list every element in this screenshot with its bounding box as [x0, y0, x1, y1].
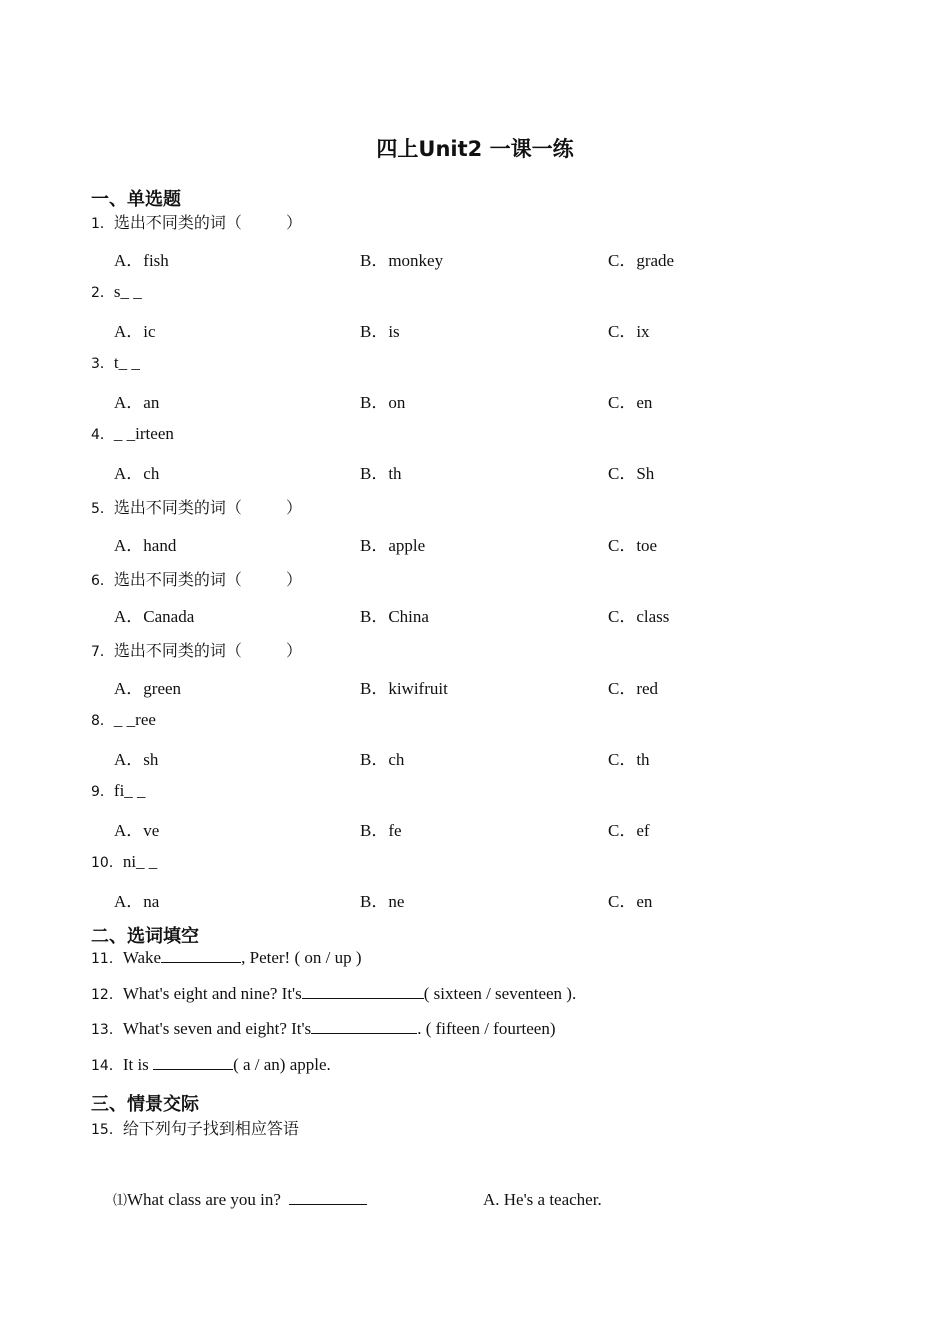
- option-c[interactable]: C．grade: [608, 251, 675, 270]
- item-number: ⑴: [113, 1193, 127, 1209]
- option-c[interactable]: C．th: [608, 750, 650, 769]
- question-4: [91, 424, 174, 444]
- option-c[interactable]: C．en: [608, 393, 653, 412]
- question-15: [91, 1116, 299, 1139]
- question-number: 2．: [91, 285, 114, 301]
- question-6: [91, 567, 302, 590]
- option-c[interactable]: C．ef: [608, 821, 650, 840]
- question-text: , Peter! ( on / up ): [241, 948, 362, 967]
- answer-blank[interactable]: [302, 997, 424, 999]
- question-number: 13．: [91, 1022, 123, 1038]
- question-stem-end: ）: [285, 498, 302, 517]
- option-c[interactable]: C．ix: [608, 322, 650, 341]
- option-c[interactable]: C．Sh: [608, 464, 655, 483]
- option-a[interactable]: A．ve: [114, 821, 160, 840]
- question-stem-end: ）: [285, 213, 302, 232]
- answer-blank[interactable]: [311, 1032, 417, 1034]
- question-14: [91, 1055, 331, 1075]
- section-heading-situational: 三、情景交际: [91, 1094, 199, 1115]
- question-stem-end: ）: [285, 570, 302, 589]
- option-b[interactable]: B．is: [360, 322, 400, 341]
- option-b[interactable]: B．ne: [360, 892, 405, 911]
- option-b[interactable]: B．ch: [360, 750, 405, 769]
- section-heading-fill-in: 二、选词填空: [91, 926, 199, 947]
- question-number: 3．: [91, 356, 114, 372]
- question-number: 9．: [91, 784, 114, 800]
- answer-blank[interactable]: [153, 1068, 233, 1070]
- question-stem: t_ _: [113, 353, 140, 372]
- question-stem: _ _irteen: [113, 424, 174, 443]
- section-heading-single-choice: 一、单选题: [91, 189, 181, 210]
- option-a[interactable]: A．green: [114, 679, 182, 698]
- question-number: 11．: [91, 951, 123, 967]
- option-a[interactable]: A．fish: [114, 251, 169, 270]
- question-8: [91, 710, 156, 730]
- question-stem: 选出不同类的词（: [113, 641, 242, 660]
- question-2: [91, 282, 142, 302]
- question-number: 5．: [91, 501, 114, 517]
- question-text: What's eight and nine? It's: [122, 984, 302, 1003]
- question-stem: 选出不同类的词（: [113, 570, 242, 589]
- question-number: 7．: [91, 644, 114, 660]
- option-b[interactable]: B．China: [360, 607, 429, 626]
- question-text: . ( fifteen / fourteen): [417, 1019, 556, 1038]
- question-number: 10．: [91, 855, 123, 871]
- option-b[interactable]: B．monkey: [360, 251, 444, 270]
- question-5: [91, 495, 302, 518]
- question-number: 6．: [91, 573, 114, 589]
- question-stem: _ _ree: [113, 710, 156, 729]
- option-b[interactable]: B．th: [360, 464, 402, 483]
- option-c[interactable]: C．class: [608, 607, 670, 626]
- question-number: 1．: [91, 216, 114, 232]
- question-number: 12．: [91, 987, 123, 1003]
- item-text: What class are you in?: [127, 1190, 281, 1209]
- match-item-1: [113, 1190, 367, 1210]
- question-text: What's seven and eight? It's: [122, 1019, 312, 1038]
- match-answer-a: A. He's a teacher.: [483, 1190, 602, 1209]
- option-c[interactable]: C．red: [608, 679, 659, 698]
- question-text: ( a / an) apple.: [233, 1055, 331, 1074]
- question-stem: 选出不同类的词（: [113, 498, 242, 517]
- question-text: It is: [122, 1055, 154, 1074]
- question-stem: fi_ _: [113, 781, 146, 800]
- question-10: [91, 852, 157, 872]
- question-stem: 给下列句子找到相应答语: [122, 1119, 299, 1138]
- option-a[interactable]: A．ic: [114, 322, 156, 341]
- option-a[interactable]: A．sh: [114, 750, 159, 769]
- option-a[interactable]: A．hand: [114, 536, 177, 555]
- answer-blank[interactable]: [289, 1203, 367, 1205]
- option-b[interactable]: B．kiwifruit: [360, 679, 448, 698]
- option-b[interactable]: B．fe: [360, 821, 402, 840]
- option-b[interactable]: B．apple: [360, 536, 426, 555]
- question-stem: 选出不同类的词（: [113, 213, 242, 232]
- option-a[interactable]: A．an: [114, 393, 160, 412]
- question-number: 8．: [91, 713, 114, 729]
- question-stem-end: ）: [285, 641, 302, 660]
- option-c[interactable]: C．en: [608, 892, 653, 911]
- question-stem: ni_ _: [122, 852, 158, 871]
- question-12: [91, 984, 576, 1004]
- page-title: 四上Unit2 一课一练: [376, 137, 574, 161]
- question-stem: s_ _: [113, 282, 142, 301]
- question-text: Wake: [122, 948, 162, 967]
- question-11: [91, 948, 362, 968]
- option-a[interactable]: A．na: [114, 892, 160, 911]
- question-number: 15．: [91, 1122, 123, 1138]
- question-number: 4．: [91, 427, 114, 443]
- option-b[interactable]: B．on: [360, 393, 406, 412]
- question-7: [91, 638, 302, 661]
- option-a[interactable]: A．Canada: [114, 607, 195, 626]
- question-13: [91, 1019, 555, 1039]
- question-text: ( sixteen / seventeen ).: [423, 984, 577, 1003]
- question-number: 14．: [91, 1058, 123, 1074]
- question-3: [91, 353, 140, 373]
- option-a[interactable]: A．ch: [114, 464, 160, 483]
- question-9: [91, 781, 146, 801]
- option-c[interactable]: C．toe: [608, 536, 658, 555]
- question-1: [91, 210, 302, 233]
- answer-blank[interactable]: [161, 961, 241, 963]
